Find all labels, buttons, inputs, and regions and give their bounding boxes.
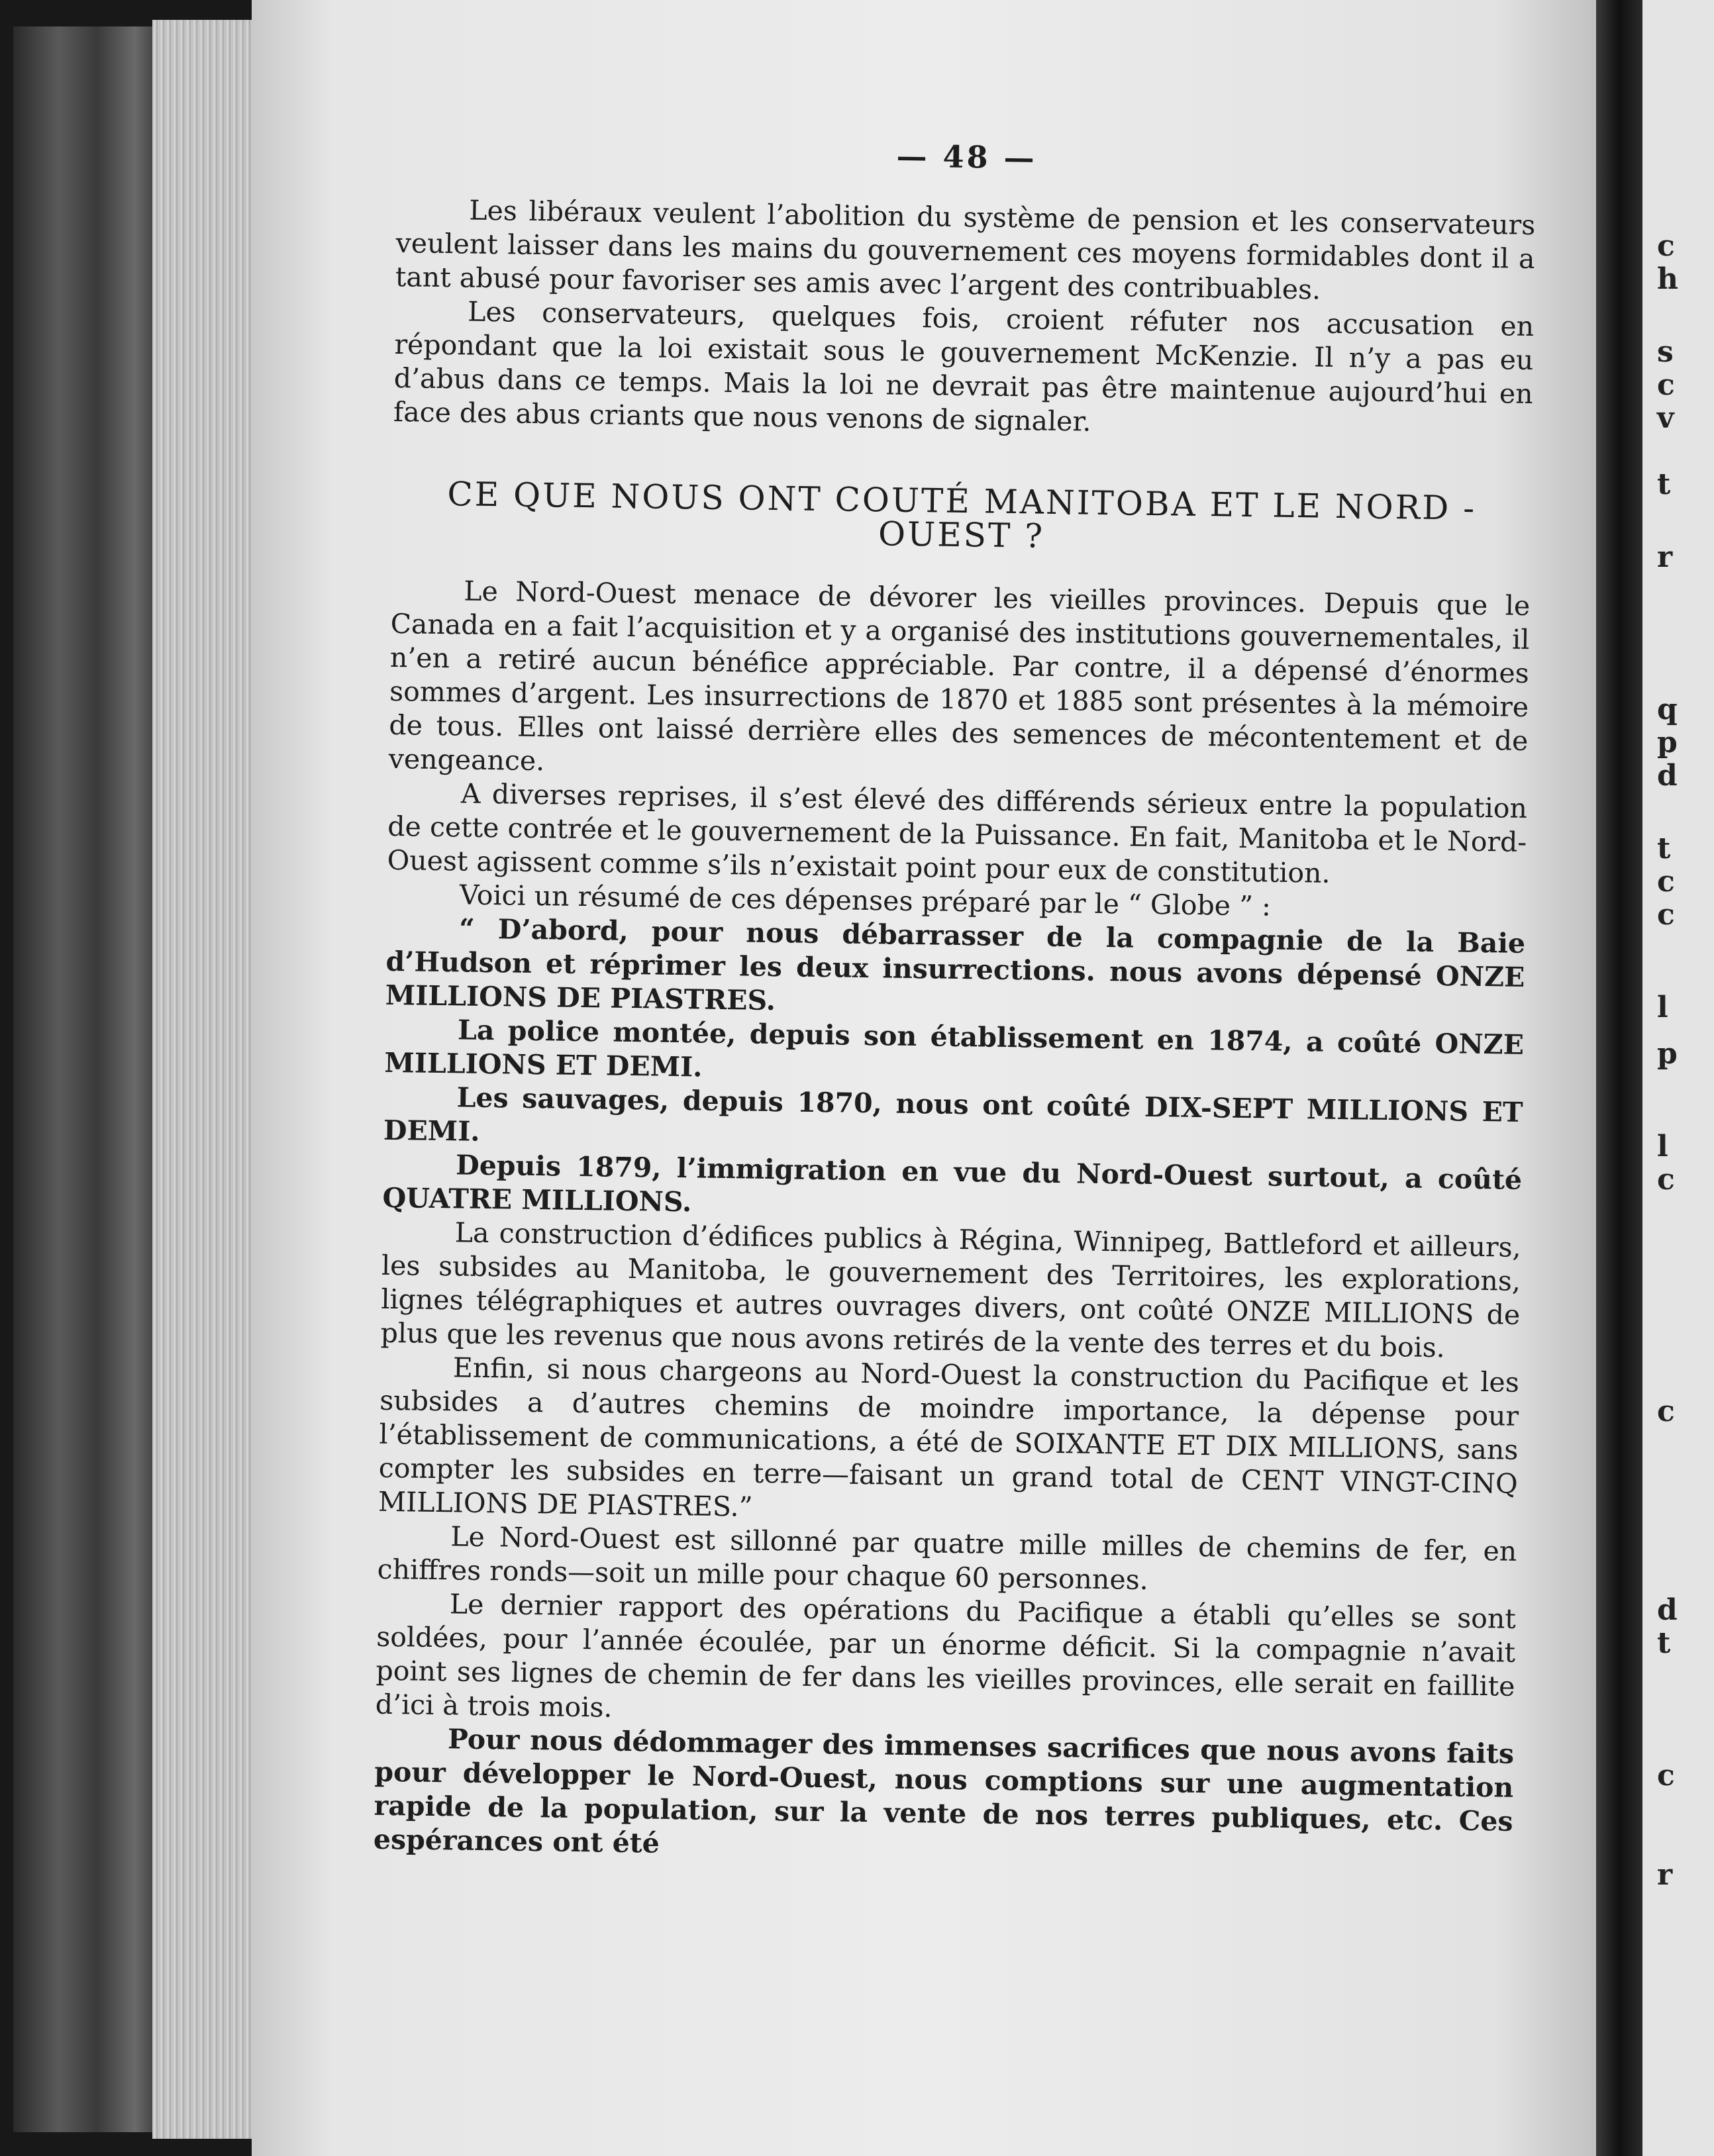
adjacent-page-fragment: c — [1657, 865, 1675, 899]
page-number: — 48 — — [896, 138, 1037, 176]
paragraph: Le Nord-Ouest est sillonné par quatre mille milles de chemins de fer, en chiffres ronds—soit un mille pour chaque 60 personnes. — [377, 1520, 1517, 1596]
adjacent-page-fragment: t — [1657, 1626, 1671, 1660]
paragraph: Le dernier rapport des opérations du Pacifique a établi qu’elles se sont soldées, pour l’année écoulée, par un énorme déficit. Si la compagnie n’avait point ses lignes de chemin de fer dans les vieilles provinces, elle serait en faillite d’ici à trois mois. — [375, 1588, 1517, 1724]
adjacent-page-fragment: c — [1657, 368, 1675, 402]
adjacent-page-fragment: v — [1657, 401, 1674, 435]
adjacent-page-fragment: s — [1657, 335, 1674, 369]
paragraph: Pour nous dédommager des immenses sacrifices que nous avons faits pour développer le Nord-Ouest, nous comptions sur une augmentation rapide de la population, sur la vente de nos terres publiques, etc. Ces espérances ont été — [373, 1723, 1515, 1859]
adjacent-page — [1642, 0, 1714, 2156]
paragraph: A diverses reprises, il s’est élevé des différends sérieux entre la population de cette contrée et le gouvernement de la Puissance. En fait, Manitoba et le Nord-Ouest agissent comme s’ils n’existait point pour eux de constitution. — [387, 777, 1528, 889]
adjacent-page-fragment: p — [1657, 726, 1678, 760]
adjacent-page-fragment: d — [1657, 759, 1678, 793]
adjacent-page-fragment: h — [1657, 262, 1678, 296]
book-binding — [13, 26, 166, 2132]
paragraph: “ D’abord, pour nous débarrasser de la compagnie de la Baie d’Hudson et réprimer les deux insurrections. nous avons dépensé ONZE MILLIONS DE PIASTRES. — [385, 912, 1526, 1017]
adjacent-page-fragment: l — [1657, 991, 1668, 1024]
paragraph: Les libéraux veulent l’abolition du système de pension et les conservateurs veulent laisser dans les mains du gouvernement ces moyens formidables dont il a tant abusé pour favoriser ses amis avec l’argent des contribuables. — [395, 194, 1536, 306]
adjacent-page-fragment: p — [1657, 1037, 1678, 1071]
adjacent-page-fragment: c — [1657, 898, 1675, 932]
paragraph: La police montée, depuis son établissement en 1874, a coûté ONZE MILLIONS ET DEMI. — [384, 1014, 1525, 1083]
page-edges — [152, 20, 265, 2139]
adjacent-page-fragment: c — [1657, 1759, 1675, 1792]
section-heading: CE QUE NOUS ONT COUTÉ MANITOBA ET LE NORD - OUEST ? — [447, 475, 1477, 556]
adjacent-page-fragment: c — [1657, 1163, 1675, 1197]
adjacent-page-fragment: t — [1657, 467, 1671, 501]
adjacent-page-fragment: d — [1657, 1593, 1678, 1627]
paragraph: Voici un résumé de ces dépenses préparé par le “ Globe ” : — [459, 879, 1272, 922]
paragraph: Le Nord-Ouest menace de dévorer les vieilles provinces. Depuis que le Canada en a fait l’acquisition et y a organisé des institutions gouvernementales, il n’en a retiré aucun bénéfice appréciable. Par contre, il a dépensé d’énormes sommes d’argent. Les insurrections de 1870 et 1885 sont présentes à la mémoire de tous. Elles ont laissé derrière elles des semences de mécontentement et de vengeance. — [388, 575, 1531, 777]
adjacent-page-fragment: l — [1657, 1130, 1668, 1163]
paragraph: Enfin, si nous chargeons au Nord-Ouest la construction du Pacifique et les subsides a d’autres chemins de moindre importance, la dépense pour l’établissement de communications, a été de SOIXANTE ET DIX MILLIONS, sans compter les subsides en terre—faisant un grand total de CENT VINGT-CINQ MILLIONS DE PIASTRES.” — [378, 1351, 1520, 1523]
adjacent-page-fragment: t — [1657, 832, 1671, 865]
adjacent-page-fragment: q — [1657, 693, 1678, 726]
adjacent-page-fragment: c — [1657, 229, 1675, 263]
page-gutter — [1596, 0, 1642, 2156]
adjacent-page-fragment: r — [1657, 1858, 1673, 1892]
page-text — [374, 132, 1537, 1873]
paragraph: Depuis 1879, l’immigration en vue du Nord-Ouest surtout, a coûté QUATRE MILLIONS. — [382, 1149, 1523, 1218]
paragraph: La construction d’édifices publics à Régina, Winnipeg, Battleford et ailleurs, les subsides au Manitoba, le gouvernement des Territoires, les explorations, lignes télégraphiques et autres ouvrages divers, ont coûté ONZE MILLIONS de plus que les revenus que nous avons retirés de la vente des terres et du bois. — [380, 1216, 1521, 1364]
adjacent-page-fragment: r — [1657, 540, 1673, 574]
paragraph: Les conservateurs, quelques fois, croient réfuter nos accusation en répondant que la loi existait sous le gouvernement McKenzie. Il n’y a pas eu d’abus dans ce temps. Mais la loi ne devrait pas être maintenue aujourd’hui en face des abus criants que nous venons de signaler. — [393, 295, 1535, 438]
adjacent-page-fragment: c — [1657, 1395, 1675, 1428]
paragraph: Les sauvages, depuis 1870, nous ont coûté DIX-SEPT MILLIONS ET DEMI. — [383, 1081, 1523, 1148]
